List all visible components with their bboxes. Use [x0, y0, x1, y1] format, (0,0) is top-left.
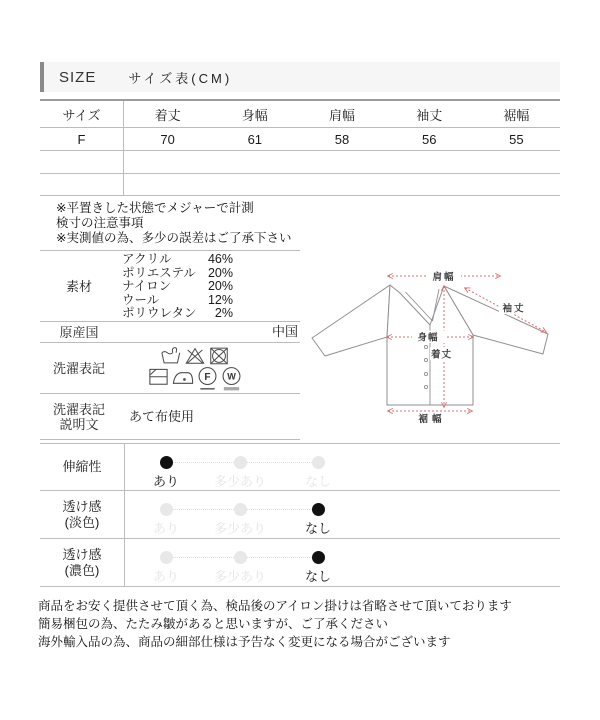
- material-list: [122, 253, 233, 321]
- handwash-icon: [160, 345, 182, 366]
- hem-width-label: 裾幅: [418, 414, 446, 425]
- dry-flat-in-shade-icon: [147, 365, 170, 391]
- chest-value: 61: [247, 131, 263, 147]
- size-table-empty-row: [40, 174, 560, 196]
- option-dot: [234, 456, 247, 469]
- footer-line: 海外輸入品の為、商品の細部仕様は予告なく変更になる場合がございます: [38, 635, 451, 650]
- dry-clean-F-icon: [196, 365, 219, 391]
- option-dot: [312, 503, 325, 516]
- option-dot: [160, 503, 173, 516]
- do-not-tumble-dry-icon: [208, 345, 230, 366]
- size-table: [40, 99, 560, 196]
- size-table-header-row: [40, 101, 560, 128]
- properties-table: [40, 443, 560, 587]
- col-header-sleeve: 袖丈: [416, 107, 443, 123]
- sleeve-length-label: 袖丈: [502, 303, 526, 315]
- option-nashi: なし: [273, 456, 363, 490]
- size-table-empty-row: [40, 151, 560, 174]
- shoulder-width-label: 肩幅: [432, 272, 456, 283]
- material-item: ポリエステル 20%: [122, 265, 233, 280]
- wet-clean-W-icon: [220, 365, 243, 391]
- origin-row: [40, 322, 300, 343]
- section-header: [40, 62, 560, 92]
- care-icons-row2: [147, 365, 243, 391]
- option-nashi: なし: [273, 503, 363, 537]
- material-row: [40, 251, 300, 322]
- shoulder-value: 58: [334, 131, 350, 147]
- option-ari: あり: [121, 551, 211, 585]
- hem-value: 55: [509, 131, 524, 147]
- note-line: ※実測値の為、多少の誤差はご了承下さい: [56, 230, 292, 245]
- origin-label: 原産国: [59, 324, 99, 340]
- section-title: SIZE: [59, 68, 97, 86]
- option-dot: [160, 551, 173, 564]
- stretch-label: 伸縮性: [40, 444, 125, 490]
- option-dot: [160, 456, 173, 469]
- care-note-value: あて布使用: [129, 409, 195, 424]
- material-item: ウール 12%: [122, 292, 233, 307]
- chest-width-label: 身幅: [417, 332, 439, 344]
- section-subtitle: サイズ表(CM): [128, 70, 233, 86]
- option-tashou-ari: 多少あり: [195, 456, 285, 490]
- spec-table: [40, 250, 300, 440]
- sheerness-light-label: 透け感 (淡色): [40, 491, 125, 538]
- svg-text:W: W: [227, 371, 236, 382]
- care-symbols-row: [40, 343, 300, 394]
- option-ari: あり: [121, 456, 211, 490]
- col-header-hem: 裾幅: [503, 107, 530, 123]
- iron-low-heat-icon: [171, 365, 195, 391]
- option-dot: [234, 551, 247, 564]
- care-icons-row1: [160, 345, 230, 366]
- note-line: 検寸の注意事項: [56, 215, 144, 230]
- sleeve-value: 56: [421, 131, 437, 147]
- option-nashi: なし: [273, 551, 363, 585]
- col-header-shoulder: 肩幅: [329, 107, 356, 123]
- col-header-length: 着丈: [154, 107, 181, 123]
- footer-line: 商品をお安く提供させて頂く為、検品後のアイロン掛けは省略させて頂いております: [38, 599, 512, 613]
- length-label: 着丈: [430, 349, 453, 361]
- size-value: F: [40, 128, 124, 150]
- svg-text:F: F: [204, 371, 211, 383]
- option-dot: [312, 456, 325, 469]
- garment-diagram: [300, 250, 570, 440]
- size-table-row-f: [40, 128, 560, 151]
- option-ari: あり: [121, 503, 211, 537]
- material-label: 素材: [65, 278, 92, 294]
- material-item: ポリウレタン 2%: [122, 306, 233, 321]
- origin-value: 中国: [272, 324, 299, 339]
- note-line: ※平置きした状態でメジャーで計測: [56, 201, 254, 215]
- footer-notes: [38, 597, 512, 652]
- do-not-bleach-icon: [184, 345, 206, 366]
- option-dot: [234, 503, 247, 516]
- footer-line: 簡易梱包の為、たたみ皺があると思いますが、ご了承ください: [38, 617, 389, 632]
- care-label: 洗濯表記: [52, 360, 105, 376]
- material-item: アクリル 46%: [122, 252, 233, 266]
- sheerness-dark-label: 透け感 (濃色): [40, 539, 125, 586]
- sheerness-light-row: [40, 491, 560, 539]
- option-dot: [312, 551, 325, 564]
- col-header-chest: 身幅: [241, 107, 268, 123]
- care-note-row: [40, 394, 300, 440]
- care-note-label: 洗濯表記 説明文: [52, 401, 105, 432]
- option-tashou-ari: 多少あり: [195, 551, 285, 585]
- col-header-size: サイズ: [40, 101, 124, 127]
- length-value: 70: [160, 131, 175, 147]
- stretch-row: [40, 444, 560, 491]
- measurement-notes: [56, 201, 291, 245]
- sheerness-dark-row: [40, 539, 560, 587]
- option-tashou-ari: 多少あり: [195, 503, 285, 537]
- material-item: ナイロン 20%: [122, 279, 233, 294]
